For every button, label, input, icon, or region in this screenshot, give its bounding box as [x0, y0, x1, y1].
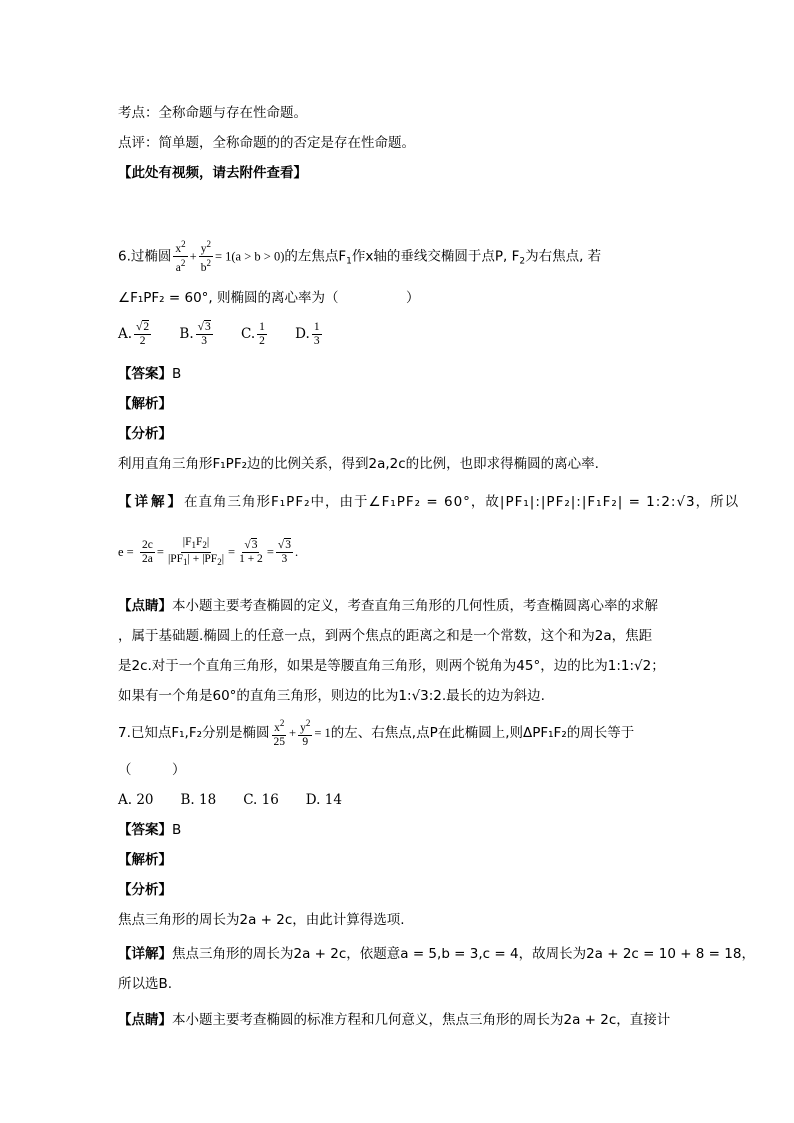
q6-choice-a: A. $\frac{√2}{2}$	[118, 321, 150, 347]
q6-jiexi: 【解析】	[118, 396, 172, 412]
q7-xiangjie-2: 所以选B.	[118, 976, 173, 992]
q6-choice-d: D. $\frac{1}{3}$	[295, 321, 320, 347]
q7-answer: 【答案】B	[118, 822, 182, 838]
q7-jiexi: 【解析】	[118, 852, 172, 868]
ellipse-frac-y: $\frac{y^2}{b^2}$	[200, 239, 211, 274]
q7-stem: 7.已知点F₁,F₂分别是椭圆 $\frac{x^2}{25}$ + $\frac{y^2}{9}$ = 1的左、右焦点,点P在此椭圆上,则ΔPF₁F₂的周长等于	[118, 718, 635, 748]
q7-xiangjie: 【详解】焦点三角形的周长为2a + 2c，依题意a = 5,b = 3,c = 4，故周长为2a + 2c = 10 + 8 = 18，	[118, 946, 755, 962]
q7-fenxi-text: 焦点三角形的周长为2a + 2c，由此计算得选项.	[118, 912, 405, 928]
q6-stem-part-d: 为右焦点, 若	[525, 248, 602, 265]
kaodian-line: 考点：全称命题与存在性命题。	[118, 105, 307, 121]
q6-fenxi: 【分析】	[118, 426, 172, 442]
q6-dianjing-l3: 是2c.对于一个直角三角形，如果是等腰直角三角形，则两个锐角为45°，边的比为1:1:√2；	[118, 658, 665, 674]
q6-choice-b: B. $\frac{√3}{3}$	[179, 321, 211, 347]
q7-fenxi: 【分析】	[118, 882, 172, 898]
q6-stem-part-c: 作x轴的垂线交椭圆于点P, F	[351, 248, 520, 265]
q6-xiangjie: 【详解】在直角三角形F₁PF₂中，由于∠F₁PF₂ = 60°，故|PF₁|:|PF₂|:|F₁F₂| = 1:2:√3，所以	[118, 494, 740, 510]
q6-stem-line2: ∠F₁PF₂ = 60°, 则椭圆的离心率为（ ）	[118, 290, 420, 306]
q7-choices: A. 20 B. 18 C. 16 D. 14	[118, 792, 342, 808]
q7-paren: （ ）	[118, 762, 186, 778]
q6-dianjing-l4: 如果有一个角是60°的直角三角形，则边的比为1:√3:2.最长的边为斜边.	[118, 688, 545, 704]
video-note: 【此处有视频，请去附件查看】	[118, 165, 307, 181]
q6-dianjing-l2: ，属于基础题.椭圆上的任意一点，到两个焦点的距离之和是一个常数，这个和为2a，焦距	[118, 628, 653, 644]
q6-stem-part-a: 6.过椭圆	[118, 248, 172, 265]
q6-fenxi-text: 利用直角三角形F₁PF₂边的比例关系，得到2a,2c的比例，也即求得椭圆的离心率.	[118, 456, 599, 472]
q6-stem-part-b: 的左焦点F	[284, 248, 347, 265]
q6-dianjing-l1: 【点睛】本小题主要考查椭圆的定义，考查直角三角形的几何性质，考查椭圆离心率的求解	[118, 598, 658, 614]
q6-choices	[118, 316, 346, 352]
q6-e-formula: e = $\frac{2c}{2a}$ = $\frac{|F_1F_2|}{|PF_1| + |PF_2|}$ = $\frac{√3}{1 + 2}$ = $\frac{√3}{3}$ .	[118, 536, 299, 567]
q6-choice-c: C. $\frac{1}{2}$	[240, 321, 265, 347]
q7-dianjing: 【点睛】本小题主要考查椭圆的标准方程和几何意义，焦点三角形的周长为2a + 2c，直接计	[118, 1012, 671, 1028]
ellipse-frac-x: $\frac{x^2}{a^2}$	[175, 239, 186, 274]
dianping-line: 点评：简单题，全称命题的的否定是存在性命题。	[118, 135, 415, 151]
q6-stem-line1: 6.过椭圆 $\frac{x^2}{a^2}$ + $\frac{y^2}{b^2}$ = 1(a > b > 0)的左焦点$F_1$作x轴的垂线交椭圆于点P, $F_2$为右焦点, 若	[118, 239, 602, 274]
q6-answer: 【答案】B	[118, 366, 182, 382]
